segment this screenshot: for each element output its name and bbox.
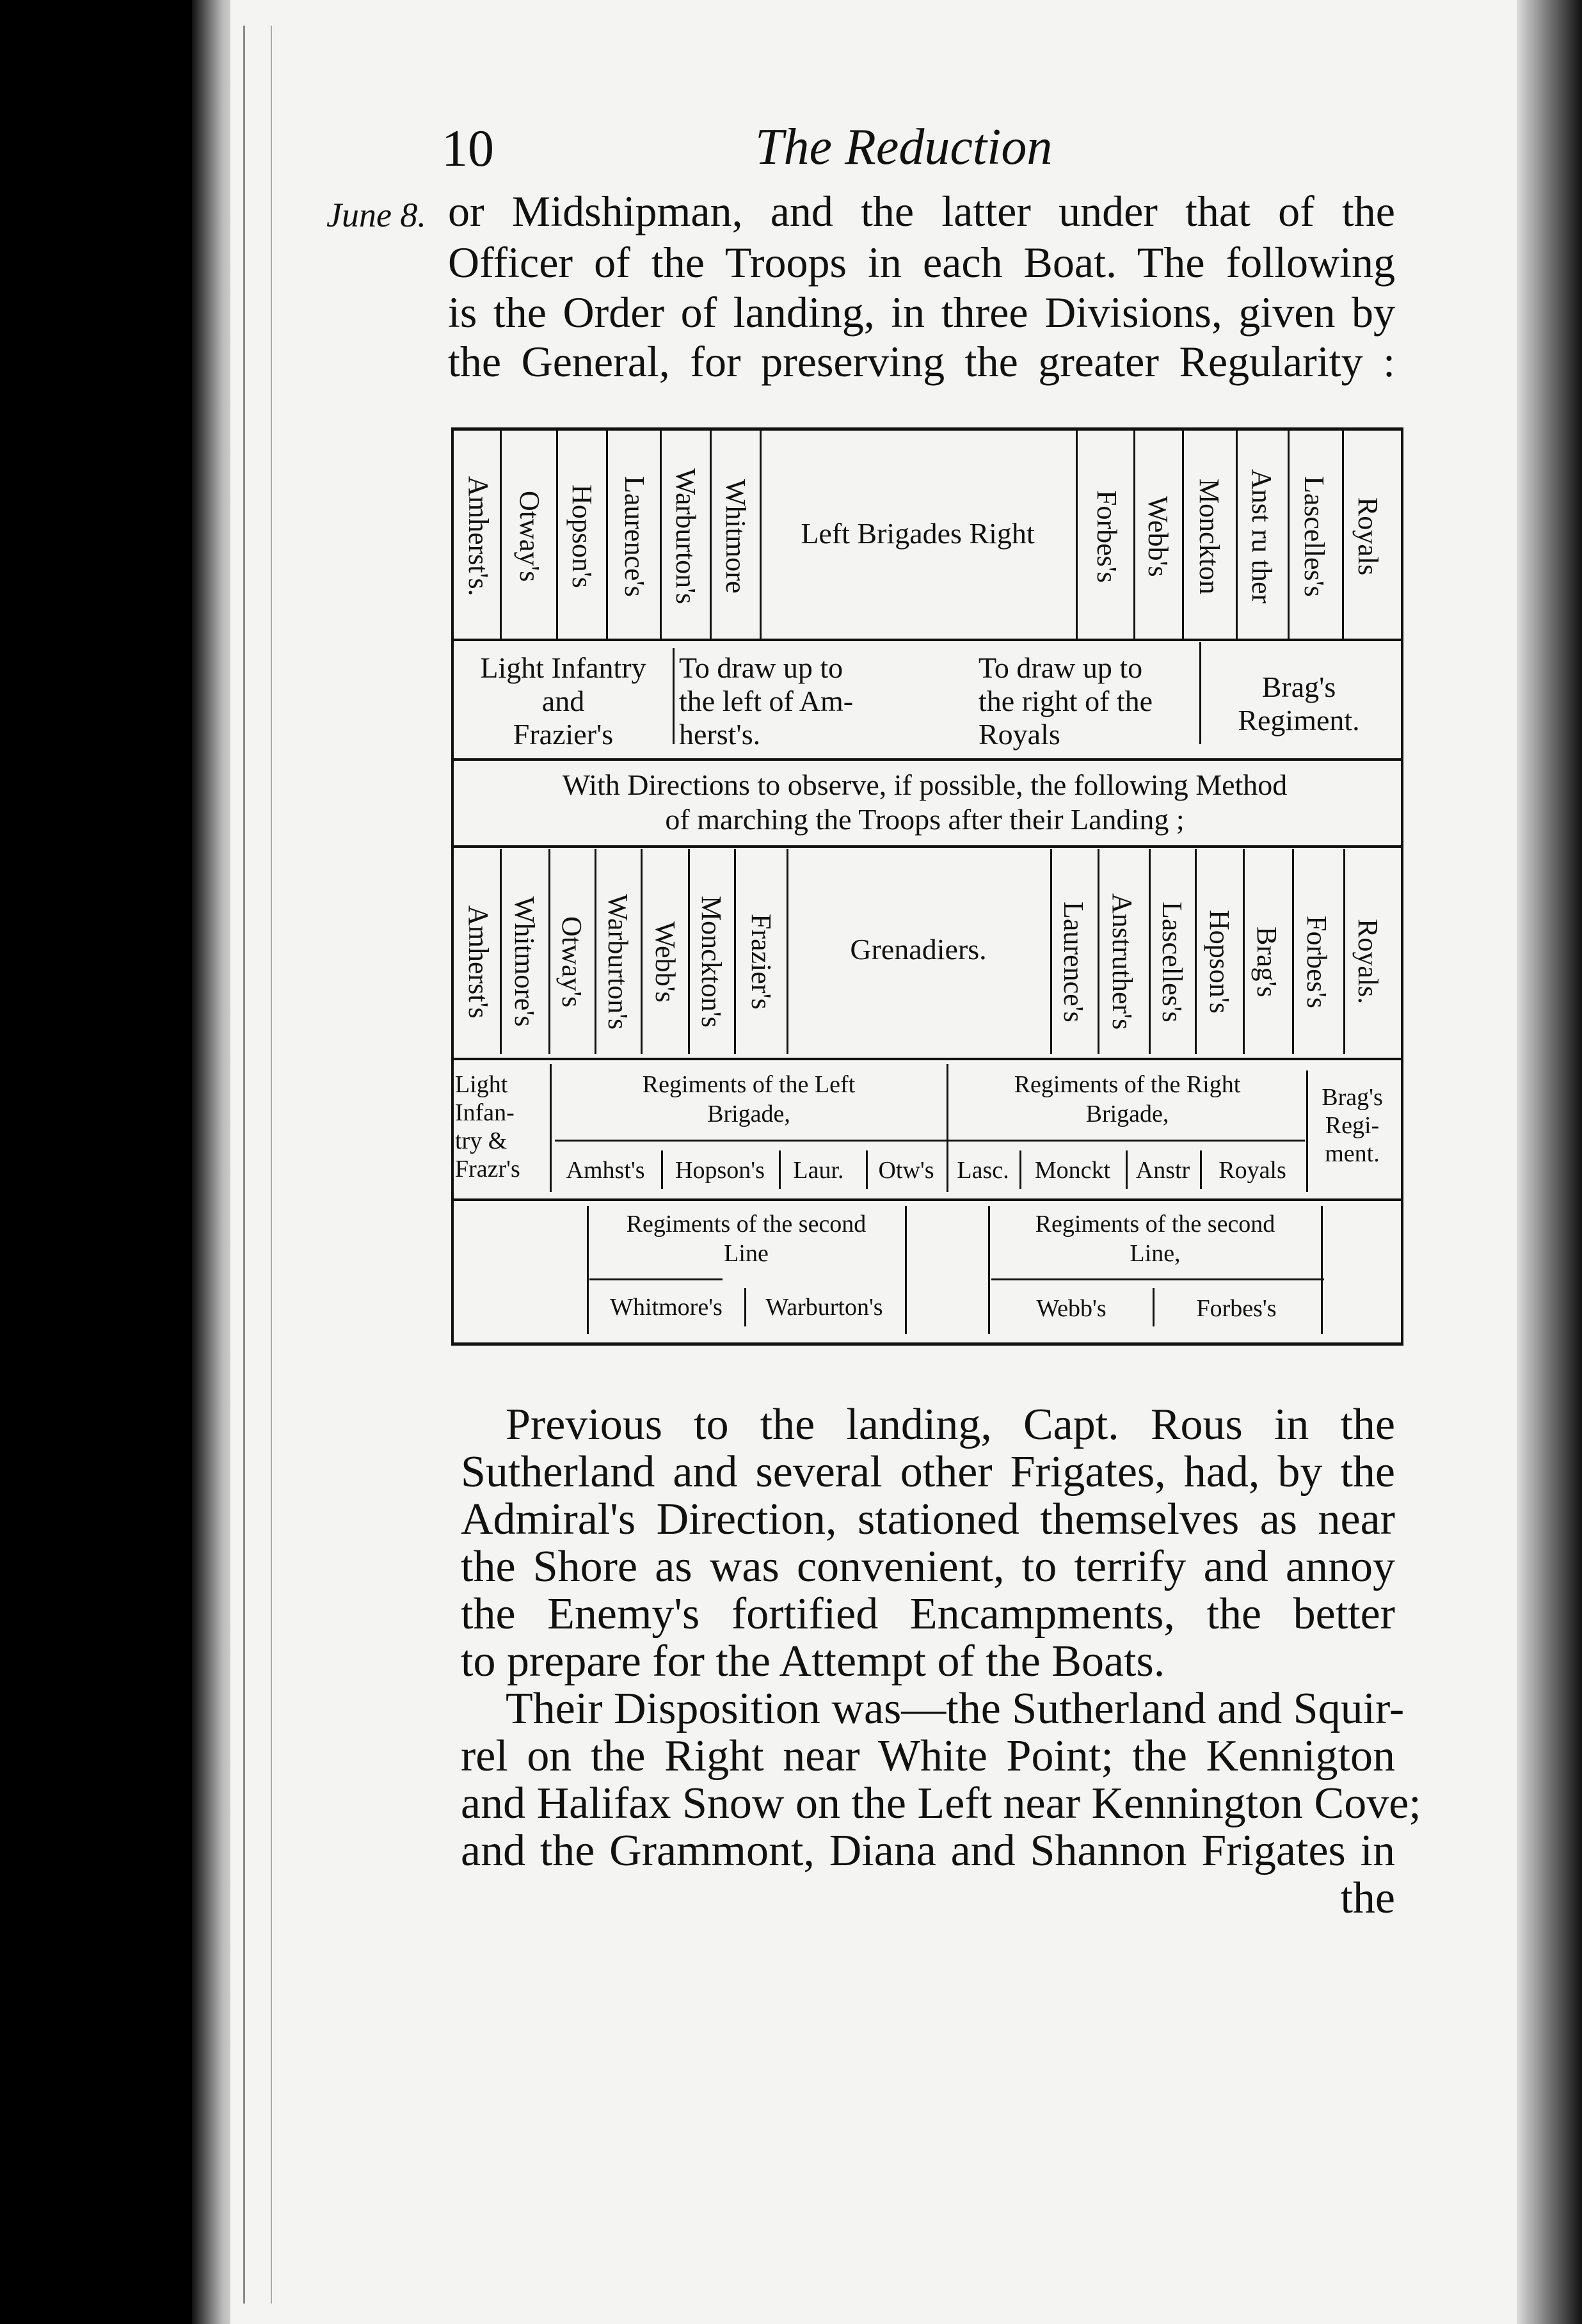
row4-light-line3: try &: [455, 1127, 507, 1154]
body-text: [461, 1400, 1421, 1923]
page-edge-shadow: [1517, 0, 1582, 2324]
light-infantry-line1: Light Infantry: [480, 651, 646, 684]
regiment-label: Anstruther's: [1107, 893, 1138, 1030]
second-line-right-cell: Forbes's: [1196, 1295, 1277, 1322]
regiment-label: Whitmore's: [509, 896, 540, 1027]
draw-right-line3: Royals: [979, 718, 1060, 751]
right-brigade-cell: Royals: [1218, 1157, 1286, 1184]
light-infantry-line3: Frazier's: [513, 718, 614, 751]
regiment-label: Royals: [1352, 497, 1384, 576]
light-infantry-line2: and: [541, 685, 585, 717]
regiment-label: Amherst's.: [463, 476, 494, 596]
regiment-label: Monckton: [1194, 478, 1225, 594]
regiment-label: Webb's: [650, 921, 681, 1003]
body-line: to prepare for the Attempt of the Boats.: [461, 1637, 1165, 1686]
intro-line: or Midshipman, and the latter under that of the: [448, 187, 1395, 235]
left-brigade-cell: Otw's: [878, 1157, 934, 1184]
row4-brag-line2: Regi-: [1325, 1112, 1380, 1139]
body-line: and Halifax Snow on the Left near Kennington Cove;: [461, 1779, 1421, 1828]
regiment-label: Frazier's: [746, 914, 777, 1010]
regiment-label: Otway's: [514, 490, 545, 582]
row4-brag-line3: ment.: [1325, 1140, 1380, 1167]
brag-line2: Regiment.: [1238, 704, 1360, 736]
regiment-label: Laurence's: [1058, 901, 1089, 1023]
brigades-label: Left Brigades Right: [801, 517, 1035, 550]
directions-line2: of marching the Troops after their Landing ;: [665, 803, 1185, 836]
row4-light-line1: Light: [455, 1071, 508, 1098]
left-brigade-cell: Hopson's: [675, 1157, 765, 1184]
draw-right-line1: To draw up to: [979, 651, 1143, 684]
regiment-label: Monckton's: [696, 896, 727, 1028]
row4-light-line2: Infan-: [455, 1099, 515, 1126]
regiment-label: Otway's: [556, 916, 587, 1008]
left-brigade-cell: Laur.: [793, 1157, 844, 1184]
body-line: the Enemy's fortified Encampments, the better: [461, 1589, 1395, 1639]
page-number: 10: [442, 119, 494, 177]
regiment-label: Anst ru ther: [1246, 468, 1277, 604]
regiment-label: Forbes's: [1091, 489, 1123, 583]
second-line-left-cell: Warburton's: [765, 1294, 883, 1321]
body-line: Sutherland and several other Frigates, had, by the: [461, 1447, 1395, 1497]
row4-light-line4: Frazr's: [455, 1156, 520, 1182]
regiment-label: Lascelles's: [1298, 475, 1330, 597]
body-line: Their Disposition was—the Sutherland and Squir-: [506, 1684, 1405, 1733]
body-line: Admiral's Direction, stationed themselves as near: [461, 1495, 1395, 1544]
order-of-landing-table: [451, 427, 1403, 1346]
regiment-label: Hopson's: [566, 484, 598, 588]
regiment-label: Whitmore: [720, 479, 751, 594]
regiment-label: Warburton's: [602, 893, 634, 1030]
second-line-left-heading-1: Regiments of the second: [626, 1211, 867, 1238]
intro-line: Officer of the Troops in each Boat. The following: [448, 238, 1395, 287]
left-brigade-cell: Amhst's: [566, 1157, 645, 1184]
brag-line1: Brag's: [1261, 671, 1336, 703]
regiment-label: Amherst's: [463, 905, 494, 1019]
regiment-label: Warburton's: [670, 468, 701, 605]
left-brigade-heading-2: Brigade,: [707, 1101, 790, 1127]
right-brigade-cell: Lasc.: [957, 1157, 1009, 1184]
second-line-right-heading-2: Line,: [1130, 1240, 1181, 1267]
body-line: Previous to the landing, Capt. Rous in the: [506, 1400, 1395, 1449]
regiment-label: Hopson's: [1204, 910, 1235, 1014]
right-brigade-cell: Monckt: [1034, 1157, 1111, 1184]
second-line-right-heading-1: Regiments of the second: [1035, 1211, 1275, 1238]
intro-line: the General, for preserving the greater Regularity :: [448, 337, 1395, 386]
draw-left-line2: the left of Am-: [679, 685, 854, 717]
regiment-label: Lascelles's: [1156, 901, 1188, 1023]
second-line-left-heading-2: Line: [724, 1240, 769, 1267]
draw-left-line1: To draw up to: [679, 651, 843, 684]
intro-line: is the Order of landing, in three Divisions, given by: [448, 288, 1395, 337]
body-line: and the Grammont, Diana and Shannon Frigates in: [461, 1826, 1395, 1875]
second-line-left-cell: Whitmore's: [610, 1294, 723, 1321]
draw-right-line2: the right of the: [979, 685, 1153, 717]
regiment-label: Royals.: [1352, 919, 1384, 1005]
body-line: the Shore as was convenient, to terrify and annoy: [461, 1542, 1395, 1591]
regiment-label: Webb's: [1142, 495, 1174, 577]
right-brigade-heading-2: Brigade,: [1085, 1101, 1169, 1127]
regiment-label: Laurence's: [619, 475, 650, 597]
left-brigade-heading-1: Regiments of the Left: [642, 1071, 856, 1098]
regiment-label: Brag's: [1251, 926, 1282, 998]
running-title: The Reduction: [755, 119, 1053, 175]
regiment-label: Forbes's: [1301, 915, 1332, 1008]
body-line: rel on the Right near White Point; the Kennigton: [461, 1731, 1395, 1781]
right-brigade-heading-1: Regiments of the Right: [1014, 1071, 1241, 1098]
catchword: the: [1340, 1874, 1395, 1923]
row4-brag-line1: Brag's: [1322, 1084, 1383, 1111]
margin-date-note: June 8.: [326, 196, 426, 234]
second-line-right-cell: Webb's: [1036, 1295, 1107, 1322]
grenadiers-label: Grenadiers.: [850, 933, 987, 966]
directions-line1: With Directions to observe, if possible, the following Method: [562, 768, 1288, 801]
draw-left-line3: herst's.: [679, 718, 761, 751]
right-brigade-cell: Anstr: [1135, 1157, 1190, 1184]
binding-edge: [243, 26, 272, 2304]
